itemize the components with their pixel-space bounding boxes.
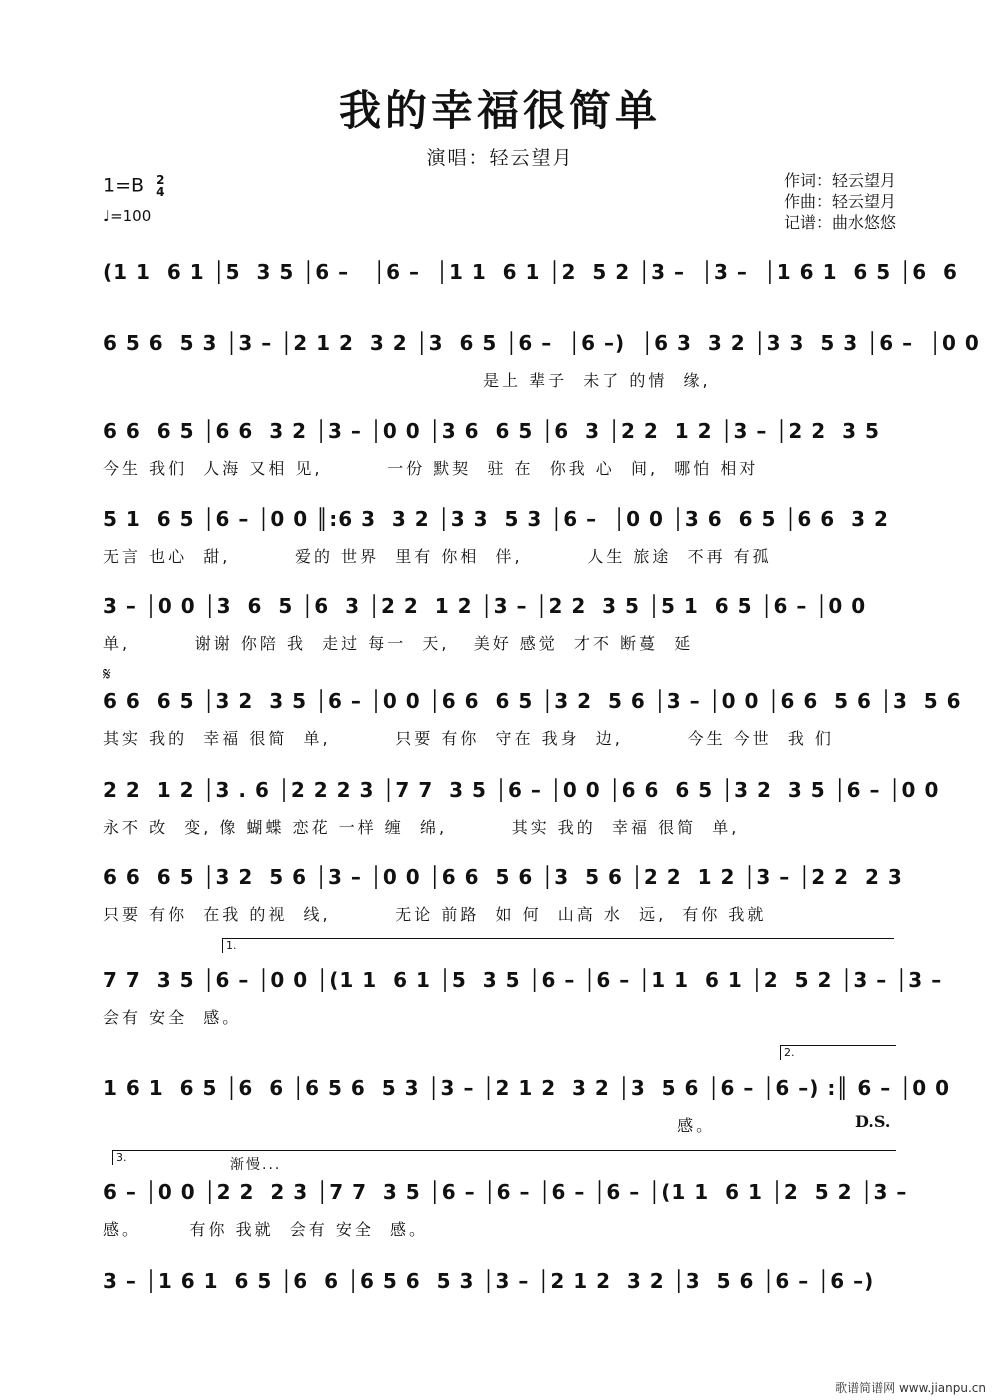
key-label: 1=B [103, 174, 145, 197]
key-signature [103, 174, 164, 198]
time-top: 2 [156, 173, 165, 187]
notes-line: 7 7 3 5 │6 – │0 0 │(1 1 6 1 │5 3 5 │6 – │6 – │1 1 6 1 │2 5 2 │3 – │3 – [103, 968, 943, 992]
notes-line: 6 6 6 5 │6 6 3 2 │3 – │0 0 │3 6 6 5 │6 3 │2 2 1 2 │3 – │2 2 3 5 [103, 419, 880, 443]
notes-line: 3 – │1 6 1 6 5 │6 6 │6 5 6 5 3 │3 – │2 1 2 3 2 │3 5 6 │6 – │6 –) [103, 1269, 875, 1293]
notes-line: (1 1 6 1 │5 3 5 │6 – │6 – │1 1 6 1 │2 5 2 │3 – │3 – │1 6 1 6 5 │6 6 [103, 260, 958, 284]
lyrics-line: 今生 我们 人海 又相 见, 一份 默契 驻 在 你我 心 间, 哪怕 相对 [103, 459, 759, 478]
lyrics-line: 感。 [103, 1116, 740, 1135]
volta-3: 3. [112, 1150, 896, 1165]
lyrics-line: 是上 辈子 未了 的情 缘, [103, 371, 711, 390]
segno-sign: 𝄋 [103, 664, 111, 685]
notes-line: 3 – │0 0 │3 6 5 │6 3 │2 2 1 2 │3 – │2 2 3 5 │5 1 6 5 │6 – │0 0 [103, 594, 867, 618]
ritardando-mark: 渐慢... [230, 1157, 282, 1173]
lyrics-line: 其实 我的 幸福 很简 单, 只要 有你 守在 我身 边, 今生 今世 我 们 [103, 729, 834, 748]
watermark: 歌谱简谱网 www.jianpu.cn [835, 1381, 986, 1395]
notes-line: 6 6 6 5 │3 2 5 6 │3 – │0 0 │6 6 5 6 │3 5 6 │2 2 1 2 │3 – │2 2 2 3 [103, 865, 903, 889]
singer-credit: 演唱：轻云望月 [426, 147, 574, 169]
ds-mark: D.S. [855, 1112, 891, 1131]
tempo-mark: ♩=100 [103, 207, 152, 225]
time-bottom: 4 [156, 185, 165, 199]
lyrics-line: 单, 谢谢 你陪 我 走过 每一 天, 美好 感觉 才不 断蔓 延 [103, 634, 694, 653]
lyrics-line: 永不 改 变, 像 蝴蝶 恋花 一样 缠 绵, 其实 我的 幸福 很简 单, [103, 818, 740, 837]
time-signature [156, 174, 164, 198]
volta-1: 1. [222, 938, 894, 953]
lyrics-line: 只要 有你 在我 的视 线, 无论 前路 如 何 山高 水 远, 有你 我就 [103, 905, 767, 924]
lyricist-credit: 作词：轻云望月 [783, 171, 896, 190]
credits-block [784, 170, 896, 233]
lyrics-line: 会有 安全 感。 [103, 1008, 242, 1027]
volta-2: 2. [780, 1045, 896, 1060]
notes-line: 6 – │0 0 │2 2 2 3 │7 7 3 5 │6 – │6 – │6 – │6 – │(1 1 6 1 │2 5 2 │3 – [103, 1180, 908, 1204]
notes-line: 6 5 6 5 3 │3 – │2 1 2 3 2 │3 6 5 │6 – │6 –) │6 3 3 2 │3 3 5 3 │6 – │0 0 [103, 331, 980, 355]
notes-line: 2 2 1 2 │3 . 6 │2 2 2 3 │7 7 3 5 │6 – │0 0 │6 6 6 5 │3 2 3 5 │6 – │0 0 [103, 778, 940, 802]
lyrics-line: 感。 有你 我就 会有 安全 感。 [103, 1220, 429, 1239]
notes-line: 5 1 6 5 │6 – │0 0 ║:6 3 3 2 │3 3 5 3 │6 – │0 0 │3 6 6 5 │6 6 3 2 [103, 507, 889, 531]
composer-credit: 作曲：轻云望月 [783, 192, 896, 211]
page-title: 我的幸福很简单 [338, 86, 661, 135]
transcriber-credit: 记谱：曲水悠悠 [783, 213, 896, 232]
lyrics-line: 无言 也心 甜, 爱的 世界 里有 你相 伴, 人生 旅途 不再 有孤 [103, 547, 772, 566]
notes-line: 1 6 1 6 5 │6 6 │6 5 6 5 3 │3 – │2 1 2 3 2 │3 5 6 │6 – │6 –) :║ 6 – │0 0 [103, 1076, 951, 1100]
notes-line: 6 6 6 5 │3 2 3 5 │6 – │0 0 │6 6 6 5 │3 2 5 6 │3 – │0 0 │6 6 5 6 │3 5 6 [103, 689, 962, 713]
